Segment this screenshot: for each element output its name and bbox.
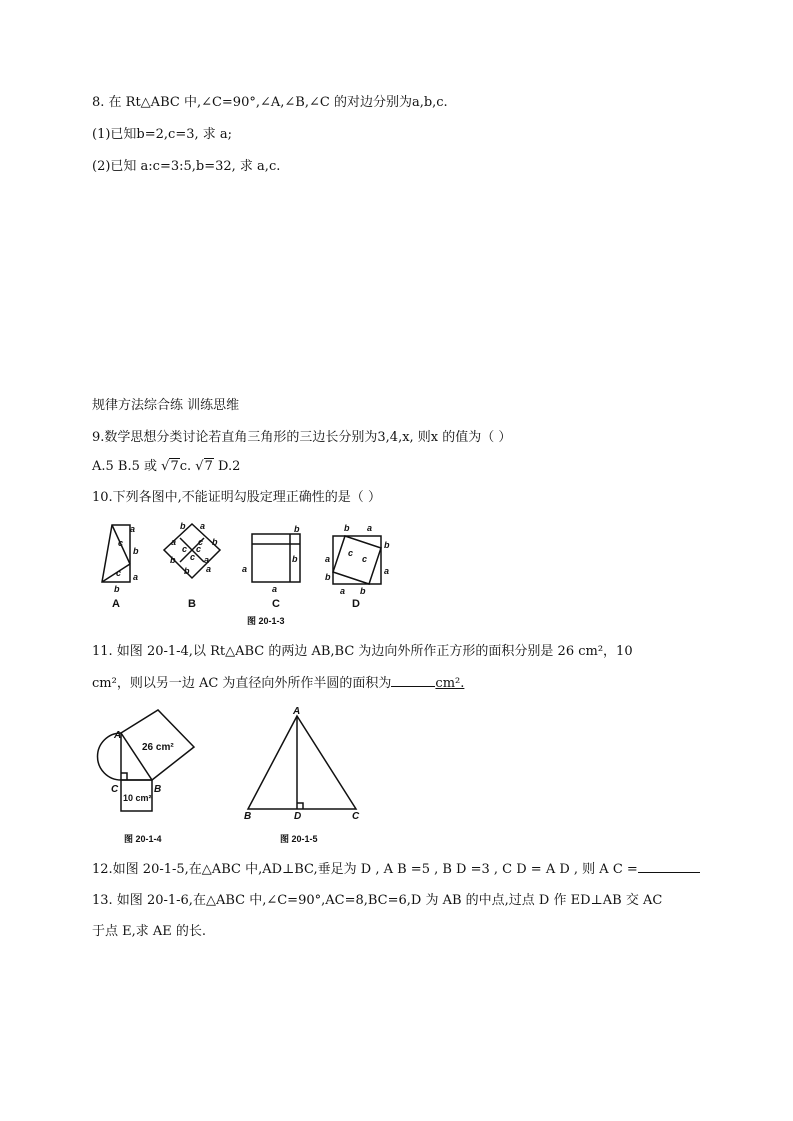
fig5-caption: 图 20-1-5 — [280, 834, 318, 844]
q9-options-b: c. — [179, 459, 192, 474]
svg-text:a: a — [133, 572, 139, 582]
svg-text:a: a — [272, 584, 278, 594]
svg-text:a: a — [325, 554, 331, 564]
svg-text:c: c — [116, 568, 122, 578]
fig4-caption: 图 20-1-4 — [124, 834, 162, 844]
q9-sqrt2: 7 — [204, 459, 213, 474]
q11-line1: 11. 如图 20-1-4,以 Rt△ABC 的两边 AB,BC 为边向外所作正方形的面积分别是 26 cm²，10 — [92, 644, 633, 659]
q11-unit: cm². — [435, 676, 465, 691]
fig4-area-big: 26 cm² — [142, 742, 174, 753]
svg-text:C: C — [352, 811, 360, 822]
q9-options-c: D.2 — [213, 459, 241, 474]
q12-line — [92, 862, 700, 878]
svg-text:C: C — [111, 784, 119, 795]
sqrt-icon: √ — [161, 459, 170, 474]
q9-stem: 9.数学思想分类讨论若直角三角形的三边长分别为3,4,x, 则x 的值为（ ） — [92, 430, 512, 445]
q11-answer-blank[interactable] — [391, 686, 435, 687]
svg-text:c: c — [196, 544, 202, 554]
q12-answer-blank[interactable] — [638, 872, 700, 873]
q10-stem: 10.下列各图中,不能证明勾股定理正确性的是（ ） — [92, 490, 381, 505]
svg-text:b: b — [325, 572, 331, 582]
svg-text:b: b — [294, 524, 300, 534]
q11-line2 — [92, 676, 464, 692]
svg-text:B: B — [244, 811, 252, 822]
svg-text:a: a — [130, 524, 136, 534]
svg-text:a: a — [200, 521, 206, 531]
svg-text:a: a — [367, 523, 373, 533]
q13-line1: 13. 如图 20-1-6,在△ABC 中,∠C=90°,AC=8,BC=6,D 为 AB 的中点,过点 D 作 ED⊥AB 交 AC — [92, 893, 663, 908]
q10-label-d: D — [352, 598, 360, 610]
svg-text:A: A — [114, 730, 122, 741]
q10-label-c: C — [272, 598, 280, 610]
svg-text:b: b — [170, 555, 176, 565]
svg-text:a: a — [242, 564, 248, 574]
q10-label-b: B — [188, 598, 196, 610]
section-heading: 规律方法综合练 训练思维 — [92, 398, 240, 413]
fig4-area-small: 10 cm² — [123, 793, 152, 803]
svg-text:b: b — [180, 521, 186, 531]
figure-20-1-3 — [92, 518, 402, 630]
svg-text:b: b — [344, 523, 350, 533]
figure-20-1-5 — [238, 706, 370, 848]
q12-stem: 12.如图 20-1-5,在△ABC 中,AD⊥BC,垂足为 D , A B =5 , B D =3 , C D = A D , 则 A C = — [92, 862, 638, 877]
svg-text:b: b — [212, 537, 218, 547]
q9-options-a: A.5 B.5 或 — [92, 459, 158, 474]
svg-text:A: A — [293, 706, 301, 717]
q8-part2: (2)已知 a:c=3:5,b=32, 求 a,c. — [92, 159, 281, 174]
svg-text:a: a — [206, 564, 212, 574]
svg-text:a: a — [171, 537, 177, 547]
svg-text:c: c — [118, 538, 124, 548]
svg-text:a: a — [340, 586, 346, 596]
q10-label-a: A — [112, 598, 120, 610]
q8-stem: 8. 在 Rt△ABC 中,∠C=90°,∠A,∠B,∠C 的对边分别为a,b,c. — [92, 95, 448, 110]
svg-text:D: D — [294, 811, 302, 822]
q10-fig-caption: 图 20-1-3 — [247, 616, 285, 626]
q9-options — [92, 459, 240, 475]
svg-text:b: b — [184, 566, 190, 576]
svg-text:a: a — [384, 566, 390, 576]
svg-text:b: b — [292, 554, 298, 564]
svg-text:b: b — [114, 584, 120, 594]
svg-text:a: a — [204, 555, 210, 565]
svg-text:c: c — [198, 537, 204, 547]
svg-text:b: b — [133, 546, 139, 556]
svg-text:B: B — [154, 784, 162, 795]
q13-line2: 于点 E,求 AE 的长. — [92, 924, 207, 939]
figure-20-1-4 — [94, 700, 214, 848]
sqrt-icon: √ — [195, 459, 204, 474]
q11-line2-text: cm²，则以另一边 AC 为直径向外所作半圆的面积为 — [92, 676, 392, 691]
svg-text:b: b — [360, 586, 366, 596]
svg-text:c: c — [182, 544, 188, 554]
svg-text:c: c — [348, 548, 354, 558]
q9-sqrt1: 7 — [170, 459, 179, 474]
svg-text:c: c — [362, 554, 368, 564]
svg-text:c: c — [190, 552, 196, 562]
q8-part1: (1)已知b=2,c=3, 求 a; — [92, 127, 233, 142]
svg-text:b: b — [384, 540, 390, 550]
